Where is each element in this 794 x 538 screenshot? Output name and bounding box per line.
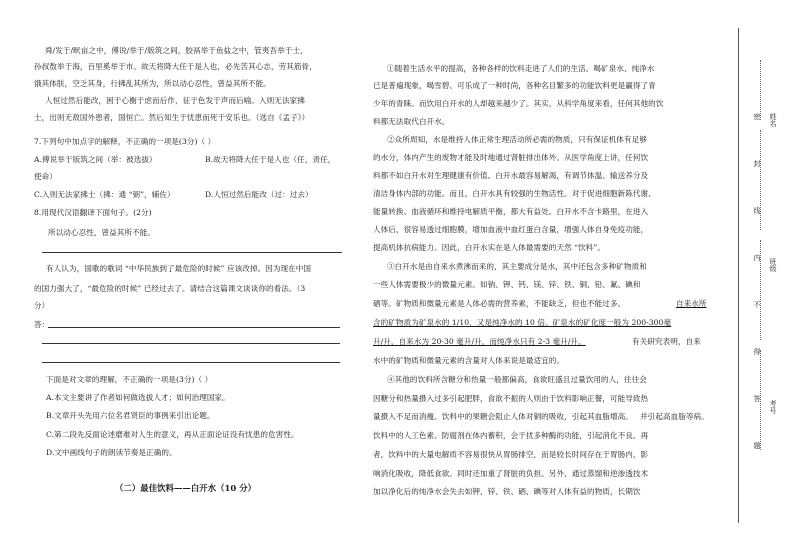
p2-line-1: ②众所周知，水是维持人体正常生理活动所必需的物质，只有保证机体有足够 bbox=[387, 135, 647, 144]
p3-line-5-tail: 有关研究表明，自来 bbox=[632, 337, 701, 346]
p4-line-1: ④其他的饮料所含糖分和热量一般都偏高，食欲旺盛且过量饮用的人，往往会 bbox=[387, 375, 647, 384]
poem-line-2: 孙叔敖举于海，百里奚举于市。故天将降大任于是人也，必先苦其心志，劳其筋骨， bbox=[34, 62, 317, 71]
p4-line-3: 量摄入不足而消瘦。饮料中的果糖会阻止人体对铜的吸收，引起其血脂增高。 bbox=[373, 412, 633, 421]
seal-char-6: 得 bbox=[753, 348, 761, 355]
seal-char-3: 线 bbox=[753, 207, 761, 214]
q7-option-b-cont: 使命） bbox=[34, 172, 57, 181]
p4-line-6: 响消化吸收，降低食欲。同时还加重了肾脏的负担。另外，通过蒸馏和逆渗透技术 bbox=[373, 469, 649, 478]
q9-answer-line-1[interactable] bbox=[48, 327, 340, 328]
q10-option-d: D.文中画线句子的朗读节奏是正确的。 bbox=[46, 448, 177, 457]
q7-option-c: C.入则无法家拂士（拂：通 “弼”，辅佐） bbox=[34, 190, 175, 199]
p3-line-5: 升/升，自来水为 20-30 毫升/升，而纯净水只有 2-3 毫升/升。 bbox=[373, 337, 586, 346]
name-label: 姓名 bbox=[769, 113, 777, 127]
q10-stem: 下面是对文章的理解，不正确的一项是(3分)（ ） bbox=[46, 375, 213, 384]
seal-dotline-2 bbox=[760, 130, 762, 230]
exam-number-label: 考号 bbox=[769, 400, 777, 414]
p2-line-7: 提高机体抗病能力。因此，白开水实在是人体最需要的天然 “饮料”。 bbox=[373, 243, 605, 252]
p1-line-1: ①随着生活水平的提高，各种各样的饮料走进了人们的生活。喝矿泉水、纯净水 bbox=[387, 64, 655, 73]
q7-option-a: A.傅说举于版筑之间（举：被选拔） bbox=[34, 155, 157, 164]
p3-line-3: 硒等。矿物质和微量元素是人体必需的营养素，不能缺乏，但也不能过多。 bbox=[373, 299, 626, 308]
p3-underlined-tail: 自来水所 bbox=[676, 299, 707, 308]
poem-line-5: 士，出则无敌国外患者，国恒亡。然后知生于忧患而死于安乐也。（选自《孟子》） bbox=[34, 113, 310, 122]
seal-char-2: 封 bbox=[753, 160, 761, 167]
q9-text-1: 有人认为，国歌的歌词 “中华民族到了最危险的时候” 应该改掉。因为现在中国 bbox=[46, 264, 312, 273]
p2-line-3: 料都不如白开水对生理健康有价值。白开水最容易解渴，有调节体温、输送养分及 bbox=[373, 171, 649, 180]
p2-line-2: 的水分，体内产生的废物才能及时地通过肾脏排出体外。从医学角度上讲，任何饮 bbox=[373, 153, 649, 162]
seal-char-8: 题 bbox=[753, 442, 761, 449]
q10-option-c: C.第二段先反面论述磨难对人生的意义，再从正面论证没有忧患的危害性。 bbox=[46, 430, 299, 439]
seal-char-4: 内 bbox=[753, 254, 761, 261]
p2-line-4: 清洁身体内部的功能。而且，白开水具有较强的生物活性。对于促进细胞新陈代谢、 bbox=[373, 189, 656, 198]
class-label: 班级 bbox=[769, 258, 777, 272]
seal-dotline-1 bbox=[760, 60, 762, 120]
q9-answer-line-3[interactable] bbox=[42, 362, 340, 363]
p3-line-6: 水中的矿物质和微量元素的含量对人体来说是最适宜的。 bbox=[373, 356, 565, 365]
q9-answer-label: 答： bbox=[34, 320, 50, 329]
q7-option-b: B.故天将降大任于是人也（任，责任， bbox=[205, 155, 336, 164]
seal-char-7: 答 bbox=[753, 395, 761, 402]
poem-line-1: 舜/发于/畎亩之中，傅说/举于/版筑之间，胶鬲举于鱼盐之中，管夷吾举于士， bbox=[45, 46, 308, 55]
q10-option-b: B.文章开头先用六位名君贤臣的事例来引出论题。 bbox=[46, 411, 215, 420]
p1-line-4: 料都无法取代白开水。 bbox=[373, 117, 450, 126]
seal-char-5: 不 bbox=[753, 301, 761, 308]
q8-answer-line[interactable] bbox=[42, 252, 342, 253]
poem-line-3: 饿其体肤，空乏其身，行拂乱其所为，所以动心忍性，曾益其所不能。 bbox=[34, 79, 271, 88]
q8-sentence: 所以动心忍性，曾益其所不能。 bbox=[48, 228, 156, 237]
p4-line-3-tail: 并引起高血脂等病。 bbox=[640, 412, 709, 421]
p4-line-5: 者，饮料中的大量电解质不容易很快从胃肠排空，而是较长时间存在于胃肠内，影 bbox=[373, 450, 649, 459]
p2-line-6: 人体后，很容易透过细胞膜，增加血液中血红蛋白含量，增强人体自身免疫功能， bbox=[373, 225, 649, 234]
p4-line-4: 饮料中的人工色素、防腐剂在体内蓄积，会干扰多种酶的功能，引起消化不良。再 bbox=[373, 431, 649, 440]
q9-text-3: 分） bbox=[34, 301, 50, 310]
p1-line-3: 少年的青睐。而饮用白开水的人却越来越少了。其实，从科学角度来看，任何其他的饮 bbox=[373, 99, 664, 108]
p4-line-2: 因糖分和热量摄入过多引起肥胖，食欲不振的人则由于饮料影响正餐，可能导致热 bbox=[373, 394, 649, 403]
q8-stem: 8.用现代汉语翻译下面句子。(2分) bbox=[34, 208, 152, 217]
binding-border bbox=[738, 28, 740, 523]
q7-stem: 7.下列句中加点字的解释，不正确的一项是(3分)（ ） bbox=[34, 137, 216, 146]
p4-line-7: 加以净化后的纯净水会失去如钾、锌、铁、硒、碘等对人体有益的物质，长期饮 bbox=[373, 487, 641, 496]
q9-text-2: 的国力强大了，“最危险的时候” 已经过去了。请结合这篇课文谈谈你的看法。（3 bbox=[34, 284, 306, 293]
p3-line-4: 含的矿物质为矿泉水的 1/10，又是纯净水的 10 倍。矿泉水的矿化度一般为 200-300毫 bbox=[373, 318, 672, 327]
section-title: （二）最佳饮料——白开水（10 分） bbox=[115, 483, 257, 493]
q7-option-d: D.人恒过然后能改（过：过去） bbox=[205, 190, 313, 199]
q9-answer-line-2[interactable] bbox=[42, 343, 340, 344]
p3-line-2: 一些人体需要极少的微量元素。如钠、钾、钙、镁、锌、铁、铜、铅、氟、碘和 bbox=[373, 280, 641, 289]
q10-option-a: A.本文主要讲了作者如何做选拔人才；如何治理国家。 bbox=[46, 393, 230, 402]
p1-line-2: 已是普遍现象，喝雪碧、可乐成了一种时尚，各种名目繁多的功能饮料更是赢得了青 bbox=[373, 81, 656, 90]
p3-line-1: ③白开水是由自来水煮沸而来的，其主要成分是水，其中还包含多种矿物质和 bbox=[387, 262, 647, 271]
seal-char-1: 密 bbox=[753, 113, 761, 120]
poem-line-4: 人恒过然后能改，困于心衡于虑而后作，征于色发于声而后喻。入则无法家拂 bbox=[45, 96, 305, 105]
p2-line-5: 能量转换、血液循环和维持电解质平衡，都大有益处。白开水不含卡路里，在进入 bbox=[373, 207, 649, 216]
